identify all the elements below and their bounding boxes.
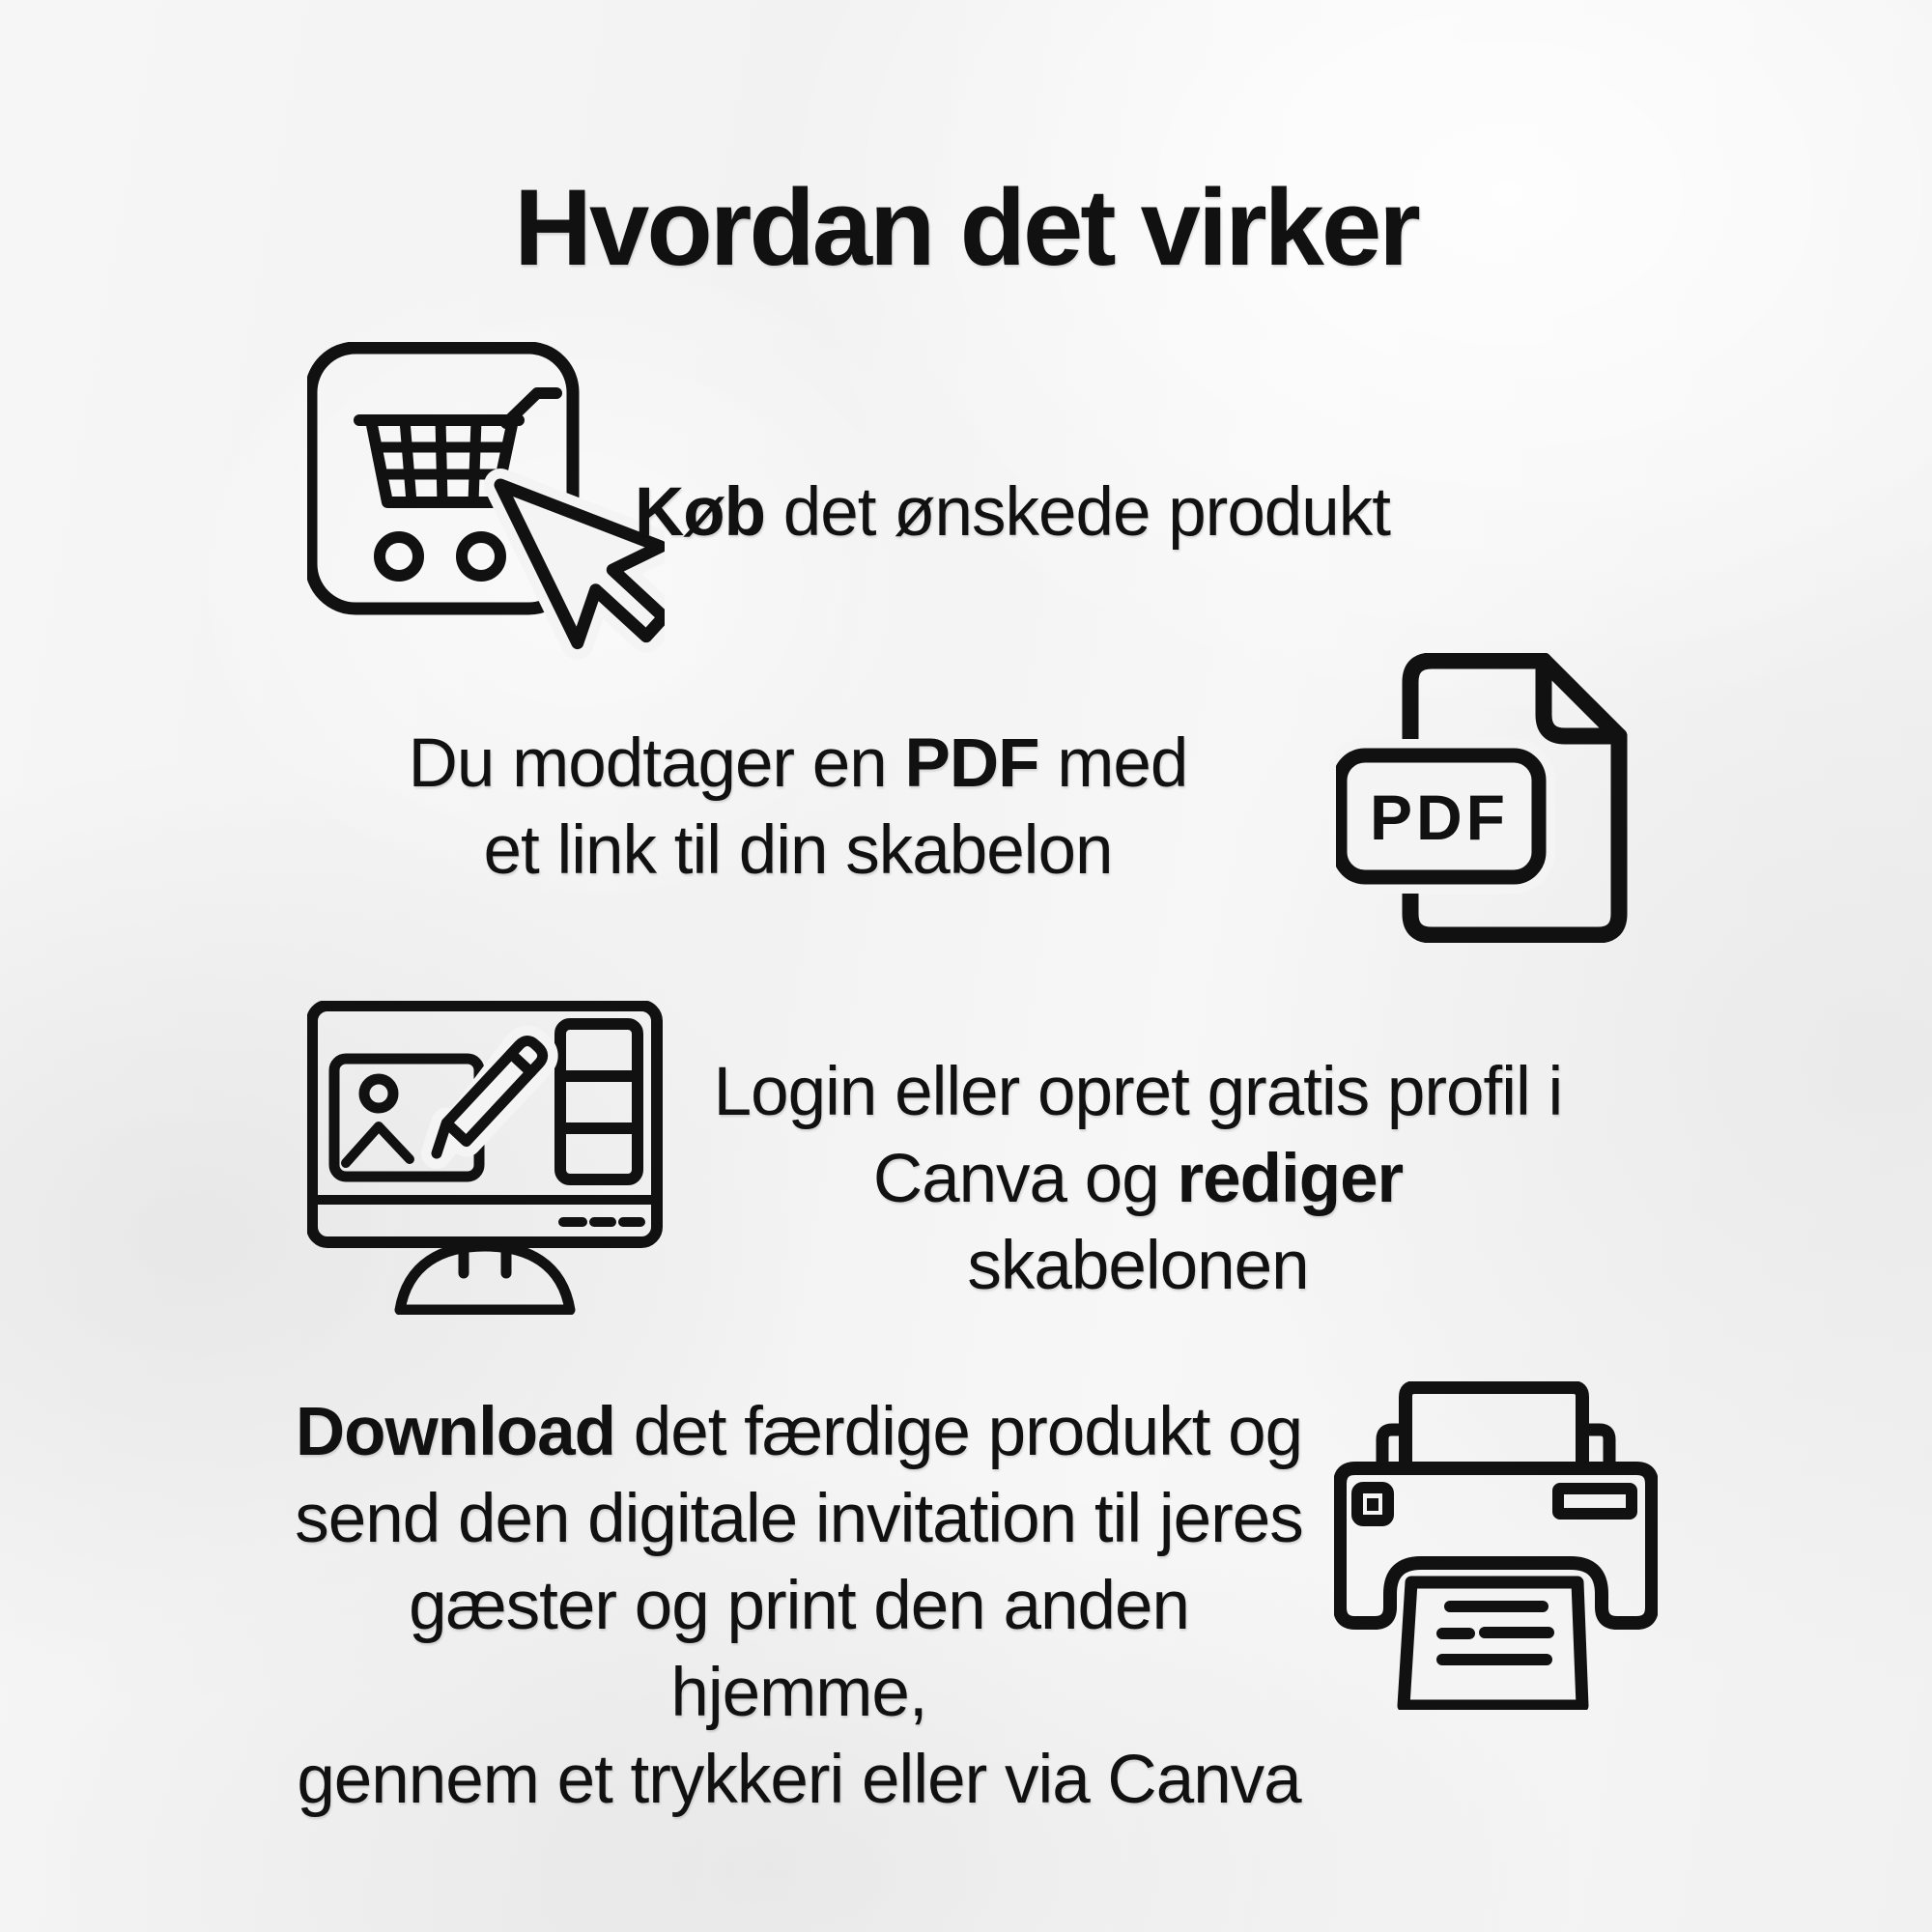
text-segment: det ønskede produkt	[765, 474, 1391, 551]
step-text-buy	[578, 469, 1447, 556]
printer-icon	[1334, 1381, 1658, 1710]
text-line	[292, 1737, 1306, 1824]
text-line	[703, 1049, 1573, 1136]
text-segment: gæster og print den anden hjemme,	[409, 1568, 1208, 1731]
text-segment: PDF	[904, 725, 1039, 802]
pdf-label: PDF	[1370, 781, 1509, 853]
text-segment: send den digitale invitation til jeres	[295, 1481, 1303, 1557]
text-segment: rediger	[1177, 1141, 1404, 1217]
step-text-edit-canva	[703, 1049, 1573, 1310]
text-line	[703, 1136, 1573, 1310]
text-line	[292, 1389, 1306, 1476]
page-title: Hvordan det virker	[514, 167, 1418, 288]
step-text-receive-pdf	[363, 721, 1233, 895]
text-segment: Køb	[634, 474, 765, 551]
text-segment: Download	[295, 1394, 616, 1470]
text-segment: skabelonen	[967, 1141, 1421, 1304]
text-line	[363, 721, 1233, 808]
monitor-design-editor-icon	[307, 1001, 663, 1315]
text-segment: det færdige produkt og	[615, 1394, 1303, 1470]
text-segment: Login eller opret gratis profil i	[713, 1054, 1563, 1130]
step-text-download-print	[292, 1389, 1306, 1824]
text-line	[292, 1476, 1306, 1563]
text-segment: et link til din skabelon	[483, 812, 1113, 889]
text-line	[292, 1563, 1306, 1737]
text-line	[578, 469, 1447, 556]
pdf-file-icon	[1336, 653, 1635, 943]
text-segment: med	[1038, 725, 1188, 802]
text-segment: Du modtager en	[408, 725, 905, 802]
text-segment: gennem et trykkeri eller via Canva	[297, 1742, 1301, 1818]
text-segment: Canva og	[872, 1141, 1178, 1217]
text-line	[363, 808, 1233, 895]
